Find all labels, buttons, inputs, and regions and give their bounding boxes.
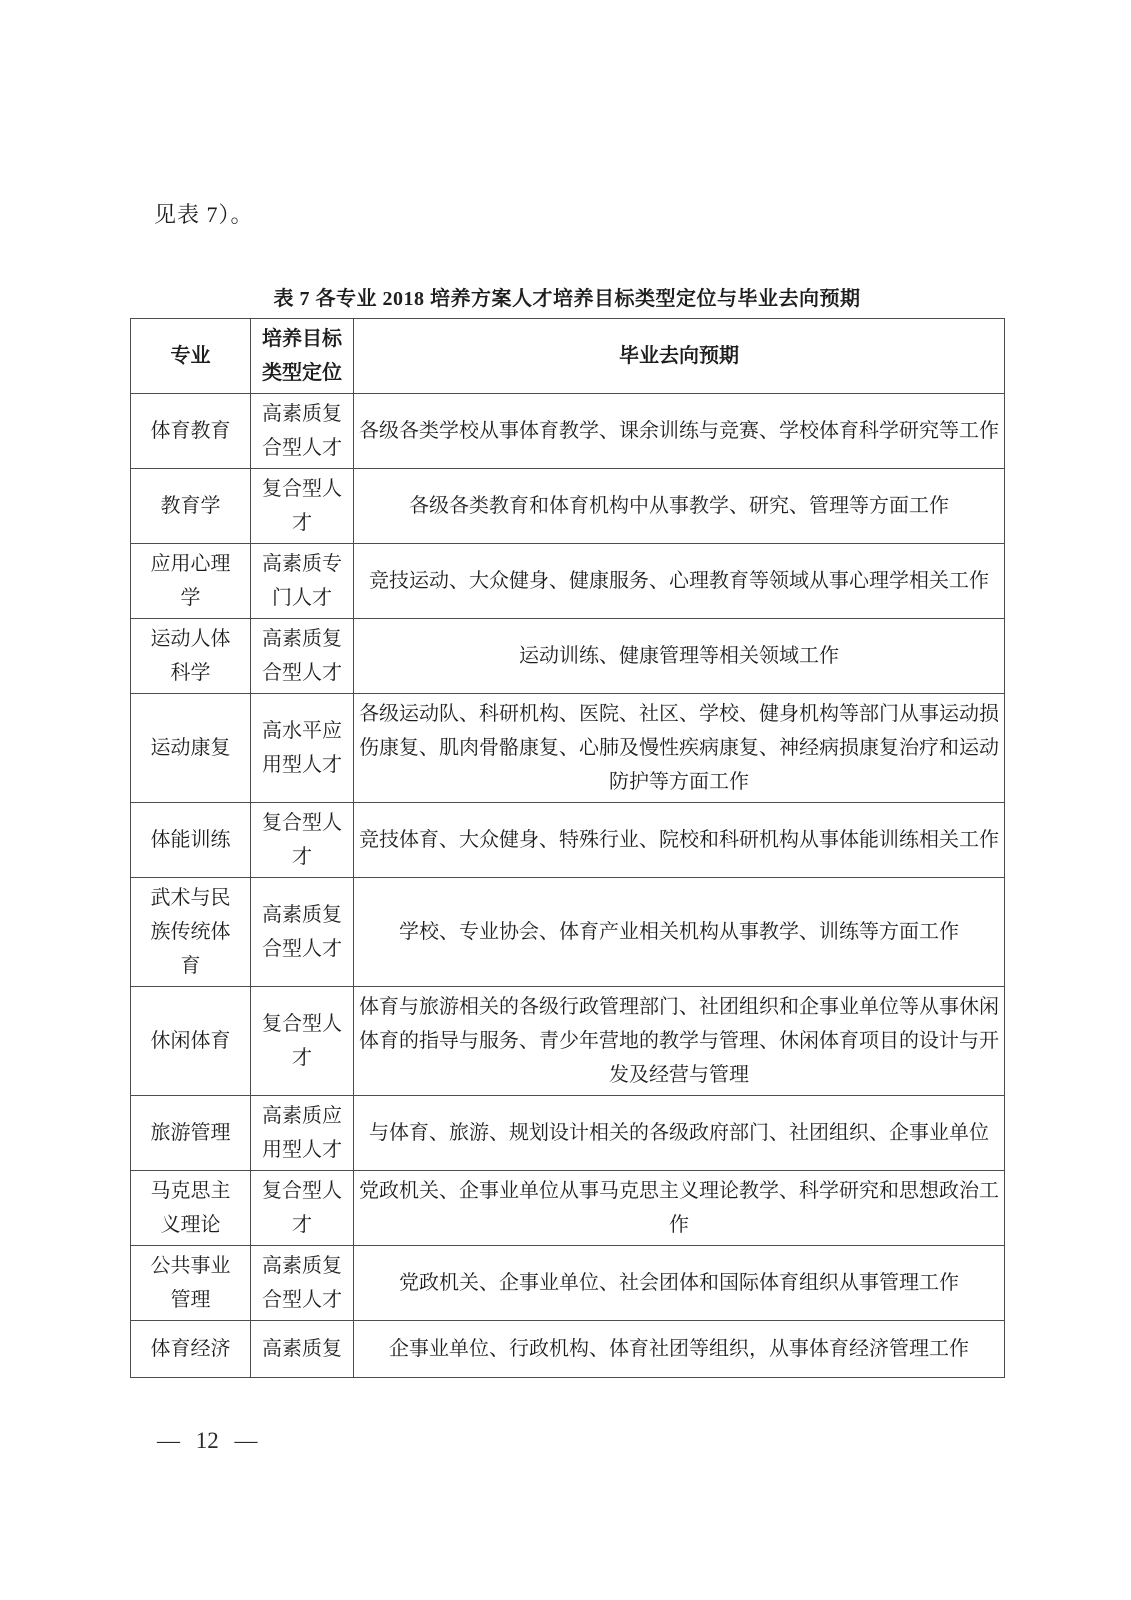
table-row bbox=[131, 1171, 1005, 1246]
table-title: 表 7 各专业 2018 培养方案人才培养目标类型定位与毕业去向预期 bbox=[273, 288, 861, 310]
table-row bbox=[131, 1246, 1005, 1321]
table-row bbox=[131, 544, 1005, 619]
destination-cell: 企事业单位、行政机构、体育社团等组织，从事体育经济管理工作 bbox=[354, 1321, 1005, 1378]
table-row bbox=[131, 394, 1005, 469]
table-row bbox=[131, 1096, 1005, 1171]
major-cell: 教育学 bbox=[131, 469, 251, 544]
destination-cell: 党政机关、企事业单位从事马克思主义理论教学、科学研究和思想政治工作 bbox=[354, 1171, 1005, 1246]
target-type-cell: 复合型人才 bbox=[251, 469, 354, 544]
major-cell: 旅游管理 bbox=[131, 1096, 251, 1171]
major-cell: 武术与民族传统体育 bbox=[131, 878, 251, 987]
column-header-destination: 毕业去向预期 bbox=[354, 319, 1005, 394]
table-row bbox=[131, 694, 1005, 803]
major-cell: 马克思主义理论 bbox=[131, 1171, 251, 1246]
target-type-cell: 高素质复 bbox=[251, 1321, 354, 1378]
intro-text: 见表 7）。 bbox=[154, 202, 254, 227]
major-cell: 休闲体育 bbox=[131, 987, 251, 1096]
major-cell: 公共事业管理 bbox=[131, 1246, 251, 1321]
destination-cell: 学校、专业协会、体育产业相关机构从事教学、训练等方面工作 bbox=[354, 878, 1005, 987]
major-cell: 体育经济 bbox=[131, 1321, 251, 1378]
column-header-target-type: 培养目标类型定位 bbox=[251, 319, 354, 394]
target-type-cell: 高素质复合型人才 bbox=[251, 878, 354, 987]
destination-cell: 各级各类学校从事体育教学、课余训练与竞赛、学校体育科学研究等工作 bbox=[354, 394, 1005, 469]
major-cell: 应用心理学 bbox=[131, 544, 251, 619]
target-type-cell: 高水平应用型人才 bbox=[251, 694, 354, 803]
table-header-row bbox=[131, 319, 1005, 394]
target-type-cell: 高素质应用型人才 bbox=[251, 1096, 354, 1171]
target-type-cell: 高素质复合型人才 bbox=[251, 1246, 354, 1321]
destination-cell: 与体育、旅游、规划设计相关的各级政府部门、社团组织、企事业单位 bbox=[354, 1096, 1005, 1171]
destination-cell: 党政机关、企事业单位、社会团体和国际体育组织从事管理工作 bbox=[354, 1246, 1005, 1321]
column-header-major: 专业 bbox=[131, 319, 251, 394]
page-number: — 12 — bbox=[157, 1428, 258, 1453]
destination-cell: 各级各类教育和体育机构中从事教学、研究、管理等方面工作 bbox=[354, 469, 1005, 544]
table-row-truncated bbox=[131, 1321, 1005, 1378]
target-type-cell: 复合型人才 bbox=[251, 987, 354, 1096]
target-type-cell: 复合型人才 bbox=[251, 1171, 354, 1246]
table-row bbox=[131, 469, 1005, 544]
target-type-cell: 高素质复合型人才 bbox=[251, 394, 354, 469]
major-cell: 体育教育 bbox=[131, 394, 251, 469]
target-type-cell: 高素质复合型人才 bbox=[251, 619, 354, 694]
destination-cell: 体育与旅游相关的各级行政管理部门、社团组织和企事业单位等从事休闲体育的指导与服务、青少年营地的教学与管理、休闲体育项目的设计与开发及经营与管理 bbox=[354, 987, 1005, 1096]
major-cell: 运动人体科学 bbox=[131, 619, 251, 694]
target-type-cell: 复合型人才 bbox=[251, 803, 354, 878]
target-type-cell: 高素质专门人才 bbox=[251, 544, 354, 619]
destination-cell: 竞技体育、大众健身、特殊行业、院校和科研机构从事体能训练相关工作 bbox=[354, 803, 1005, 878]
destination-cell: 竞技运动、大众健身、健康服务、心理教育等领域从事心理学相关工作 bbox=[354, 544, 1005, 619]
major-cell: 体能训练 bbox=[131, 803, 251, 878]
table-row bbox=[131, 878, 1005, 987]
table-row bbox=[131, 987, 1005, 1096]
destination-cell: 运动训练、健康管理等相关领域工作 bbox=[354, 619, 1005, 694]
major-cell: 运动康复 bbox=[131, 694, 251, 803]
majors-table bbox=[130, 318, 1005, 1378]
table-row bbox=[131, 803, 1005, 878]
destination-cell: 各级运动队、科研机构、医院、社区、学校、健身机构等部门从事运动损伤康复、肌肉骨骼康复、心肺及慢性疾病康复、神经病损康复治疗和运动防护等方面工作 bbox=[354, 694, 1005, 803]
page-content bbox=[130, 198, 1004, 1378]
table-row bbox=[131, 619, 1005, 694]
